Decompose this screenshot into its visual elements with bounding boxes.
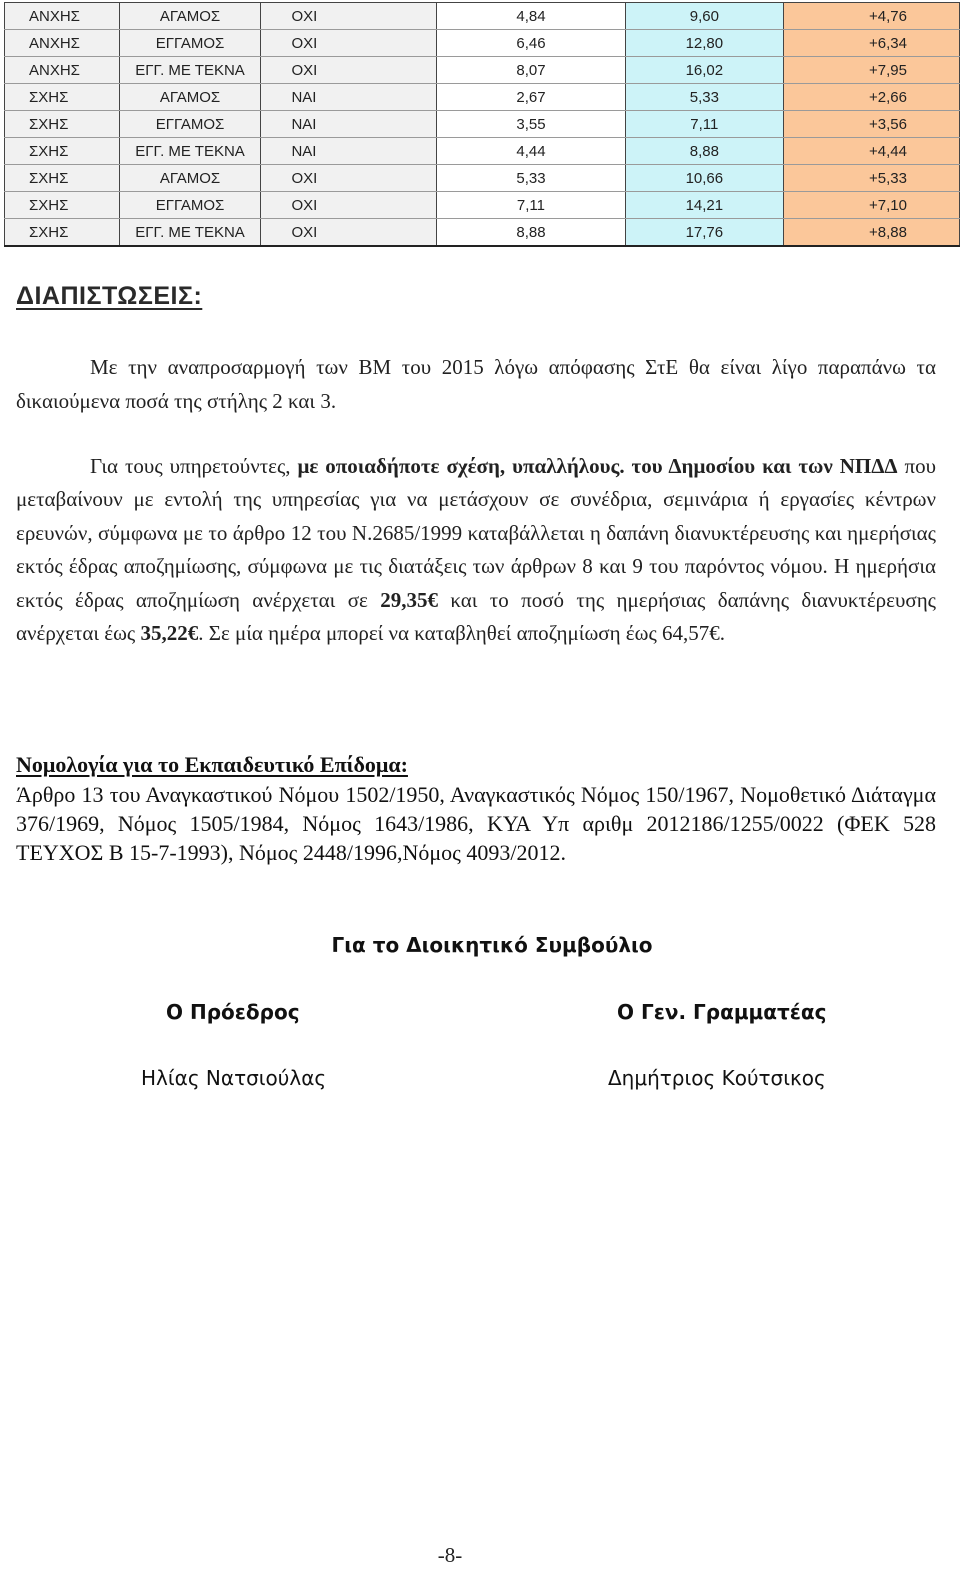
table-cell-c2: ΕΓΓΑΜΟΣ	[119, 30, 261, 57]
table-cell-c1: ΣΧΗΣ	[5, 192, 120, 219]
p2-bold-daily-allowance: 29,35€	[380, 587, 438, 612]
table-cell-c6: +6,34	[783, 30, 959, 57]
table-cell-c5: 5,33	[626, 84, 783, 111]
p2-text-2: που μεταβαίνουν με εντολή της υπηρεσίας για να μετάσχουν σε συνέδρια, σεμινάρια ή εργασίες κέντρων ερευνών, σύμφωνα με το άρθρο 12 του Ν.2685/1999 καταβάλλεται η δαπάνη διανυκτέρευσης και ημερήσιας εκτός έδρας αποζημίωσης, σύμφωνα με τις διατάξεις των άρθρων 8 και 9 του παρόντος νόμου. Η ημερήσια εκτός έδρας αποζημίωση ανέρχεται σε	[16, 454, 937, 612]
table-cell-c1: ΑΝΧΗΣ	[5, 3, 120, 30]
table-cell-c4: 8,88	[436, 219, 625, 247]
legislation-title: Νομολογία για το Εκπαιδευτικό Επίδομα:	[16, 752, 408, 777]
table-cell-c1: ΣΧΗΣ	[5, 165, 120, 192]
table-cell-c6: +3,56	[783, 111, 959, 138]
table-cell-c2: ΑΓΑΜΟΣ	[119, 165, 261, 192]
table-row	[5, 219, 960, 247]
table-cell-c2: ΑΓΑΜΟΣ	[119, 3, 261, 30]
table-row	[5, 84, 960, 111]
table-row	[5, 138, 960, 165]
table-cell-c4: 4,44	[436, 138, 625, 165]
table-cell-c5: 12,80	[626, 30, 783, 57]
table-cell-c2: ΑΓΑΜΟΣ	[119, 84, 261, 111]
table-cell-c4: 5,33	[436, 165, 625, 192]
table-cell-c3: ΟΧΙ	[261, 192, 436, 219]
table-cell-c5: 17,76	[626, 219, 783, 247]
findings-paragraph-1: Με την αναπροσαρμογή των ΒΜ του 2015 λόγω απόφασης ΣτΕ θα είναι λίγο παραπάνω τα δικαιούμενα ποσά της στήλης 2 και 3.	[16, 355, 936, 413]
table-cell-c1: ΣΧΗΣ	[5, 138, 120, 165]
table-cell-c1: ΣΧΗΣ	[5, 84, 120, 111]
table-cell-c6: +5,33	[783, 165, 959, 192]
p2-text-1: Για τους υπηρετούντες,	[90, 454, 298, 478]
table-cell-c2: ΕΓΓ. ΜΕ ΤΕΚΝΑ	[119, 57, 261, 84]
p2-text-4: . Σε μία ημέρα μπορεί να καταβληθεί αποζημίωση έως 64,57€.	[198, 621, 726, 646]
table-cell-c1: ΑΝΧΗΣ	[5, 57, 120, 84]
table-cell-c3: ΝΑΙ	[261, 138, 436, 165]
table-cell-c3: ΟΧΙ	[261, 3, 436, 30]
board-heading: Για το Διοικητικό Συμβούλιο	[331, 933, 653, 957]
p2-bold-overnight: 35,22€	[140, 621, 199, 646]
table-row	[5, 165, 960, 192]
table-cell-c3: ΝΑΙ	[261, 84, 436, 111]
findings-heading: ΔΙΑΠΙΣΤΩΣΕΙΣ:	[16, 282, 203, 310]
table-cell-c3: ΟΧΙ	[261, 165, 436, 192]
p2-bold-employees: με οποιαδήποτε σχέση, υπαλλήλους. του Δημοσίου και των ΝΠΔΔ	[297, 454, 898, 478]
allowance-table-body	[5, 3, 960, 247]
table-cell-c5: 7,11	[626, 111, 783, 138]
table-cell-c3: ΝΑΙ	[261, 111, 436, 138]
legislation-text: Άρθρο 13 του Αναγκαστικού Νόμου 1502/1950, Αναγκαστικός Νόμος 150/1967, Νομοθετικό Διάταγμα 376/1969, Νόμος 1505/1984, Νόμος 1643/1986, ΚΥΑ Υπ αριθμ 2012186/1255/0022 (ΦΕΚ 528 ΤΕΥΧΟΣ Β 15-7-1993), Νόμος 2448/1996,Νόμος 4093/2012.	[16, 782, 936, 865]
table-cell-c1: ΣΧΗΣ	[5, 111, 120, 138]
table-cell-c6: +7,10	[783, 192, 959, 219]
allowance-table	[4, 2, 960, 247]
table-row	[5, 111, 960, 138]
table-cell-c5: 16,02	[626, 57, 783, 84]
table-row	[5, 57, 960, 84]
table-row	[5, 3, 960, 30]
findings-paragraph-2	[16, 450, 936, 650]
table-cell-c5: 14,21	[626, 192, 783, 219]
table-cell-c3: ΟΧΙ	[261, 219, 436, 247]
table-cell-c6: +8,88	[783, 219, 959, 247]
president-name: Ηλίας Νατσιούλας	[141, 1066, 327, 1090]
table-cell-c3: ΟΧΙ	[261, 57, 436, 84]
table-cell-c5: 10,66	[626, 165, 783, 192]
table-cell-c4: 3,55	[436, 111, 625, 138]
table-cell-c4: 8,07	[436, 57, 625, 84]
table-cell-c2: ΕΓΓ. ΜΕ ΤΕΚΝΑ	[119, 138, 261, 165]
table-cell-c3: ΟΧΙ	[261, 30, 436, 57]
table-row	[5, 30, 960, 57]
table-cell-c6: +2,66	[783, 84, 959, 111]
table-cell-c2: ΕΓΓΑΜΟΣ	[119, 192, 261, 219]
page-number: -8-	[437, 1543, 463, 1567]
secretary-title: Ο Γεν. Γραμματέας	[617, 1000, 827, 1024]
table-cell-c6: +7,95	[783, 57, 959, 84]
table-cell-c2: ΕΓΓΑΜΟΣ	[119, 111, 261, 138]
table-row	[5, 192, 960, 219]
table-cell-c4: 4,84	[436, 3, 625, 30]
table-cell-c4: 2,67	[436, 84, 625, 111]
table-cell-c2: ΕΓΓ. ΜΕ ΤΕΚΝΑ	[119, 219, 261, 247]
table-cell-c5: 8,88	[626, 138, 783, 165]
table-cell-c1: ΑΝΧΗΣ	[5, 30, 120, 57]
table-cell-c4: 6,46	[436, 30, 625, 57]
president-title: Ο Πρόεδρος	[166, 1000, 300, 1024]
table-cell-c6: +4,44	[783, 138, 959, 165]
secretary-name: Δημήτριος Κούτσικος	[608, 1066, 826, 1090]
table-cell-c5: 9,60	[626, 3, 783, 30]
table-cell-c4: 7,11	[436, 192, 625, 219]
table-cell-c6: +4,76	[783, 3, 959, 30]
table-cell-c1: ΣΧΗΣ	[5, 219, 120, 247]
p2-text-3: και το ποσό της ημερήσιας δαπάνης διανυκτέρευσης ανέρχεται έως	[16, 587, 936, 646]
